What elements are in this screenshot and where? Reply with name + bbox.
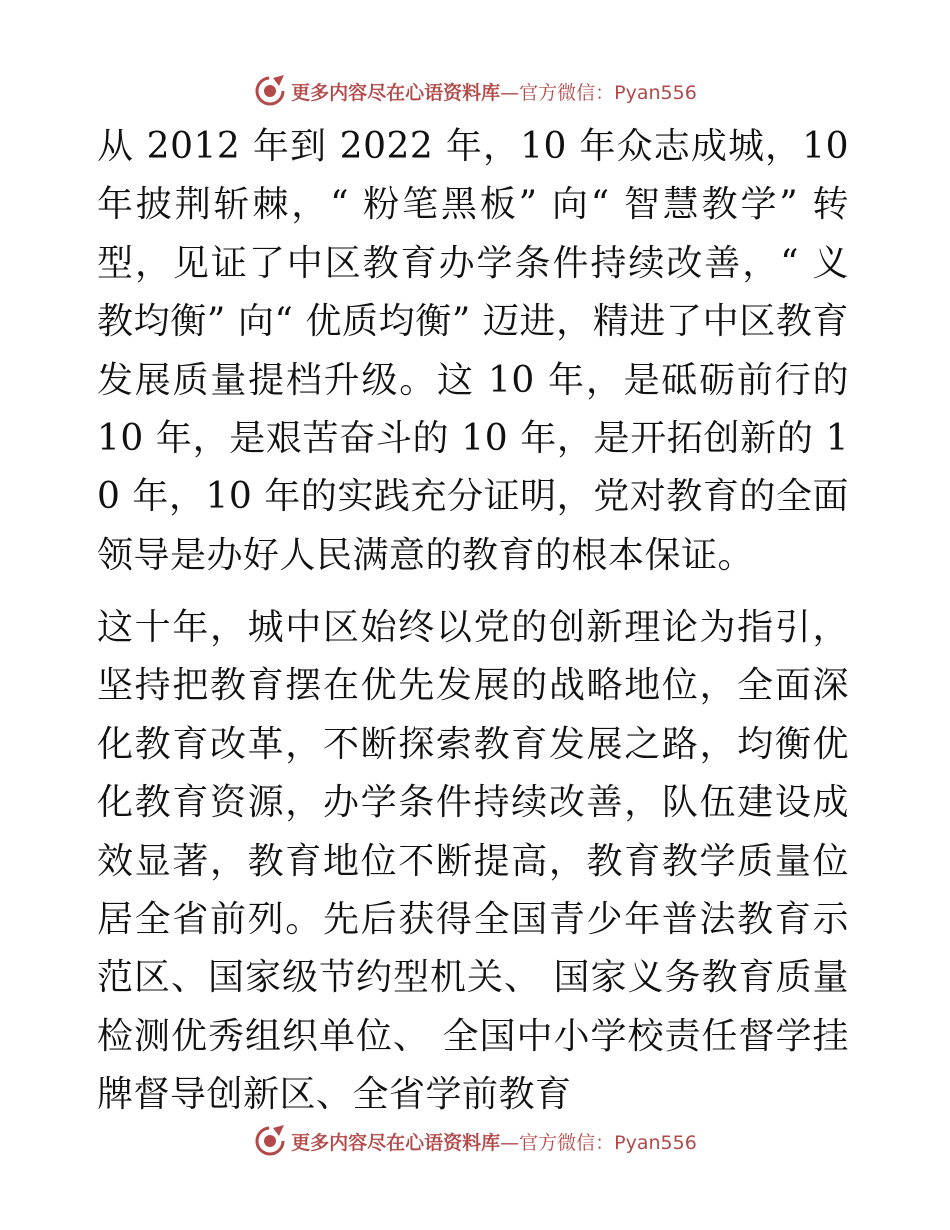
watermark-logo-icon bbox=[253, 74, 287, 108]
watermark-contact-text: —官方微信：Pyan556 bbox=[500, 1131, 697, 1154]
footer-watermark bbox=[0, 1121, 950, 1161]
watermark-contact-text: —官方微信：Pyan556 bbox=[500, 81, 697, 104]
watermark-main-text: 更多内容尽在心语资料库 bbox=[291, 81, 501, 104]
watermark-main-text: 更多内容尽在心语资料库 bbox=[291, 1131, 501, 1154]
header-watermark bbox=[0, 71, 950, 111]
paragraph-1: 从 2012 年到 2022 年，10 年众志成城，10 年披荆斩棘，“ 粉笔黑板” 向“ 智慧教学” 转型，见证了中区教育办学条件持续改善，“ 义教均衡” 向“ 优质均衡” 迈进，精进了中区教育发展质量提档升级。这 10 年，是砥砺前行的 10 年，是艰苦奋斗的 10 年，是开拓创新的 10 年，10 年的实践充分证明，党对教育的全面领导是办好人民满意的教育的根本保证。 bbox=[97, 126, 849, 576]
watermark-logo-icon bbox=[253, 1124, 287, 1158]
paragraph-2: 这十年，城中区始终以党的创新理论为指引，坚持把教育摆在优先发展的战略地位，全面深化教育改革，不断探索教育发展之路，均衡优化教育资源，办学条件持续改善，队伍建设成效显著，教育地位不断提高，教育教学质量位居全省前列。先后获得全国青少年普法教育示范区、国家级节约型机关、 国家义务教育质量检测优秀组织单位、 全国中小学校责任督学挂牌督导创新区、全省学前教育 bbox=[97, 607, 849, 1116]
